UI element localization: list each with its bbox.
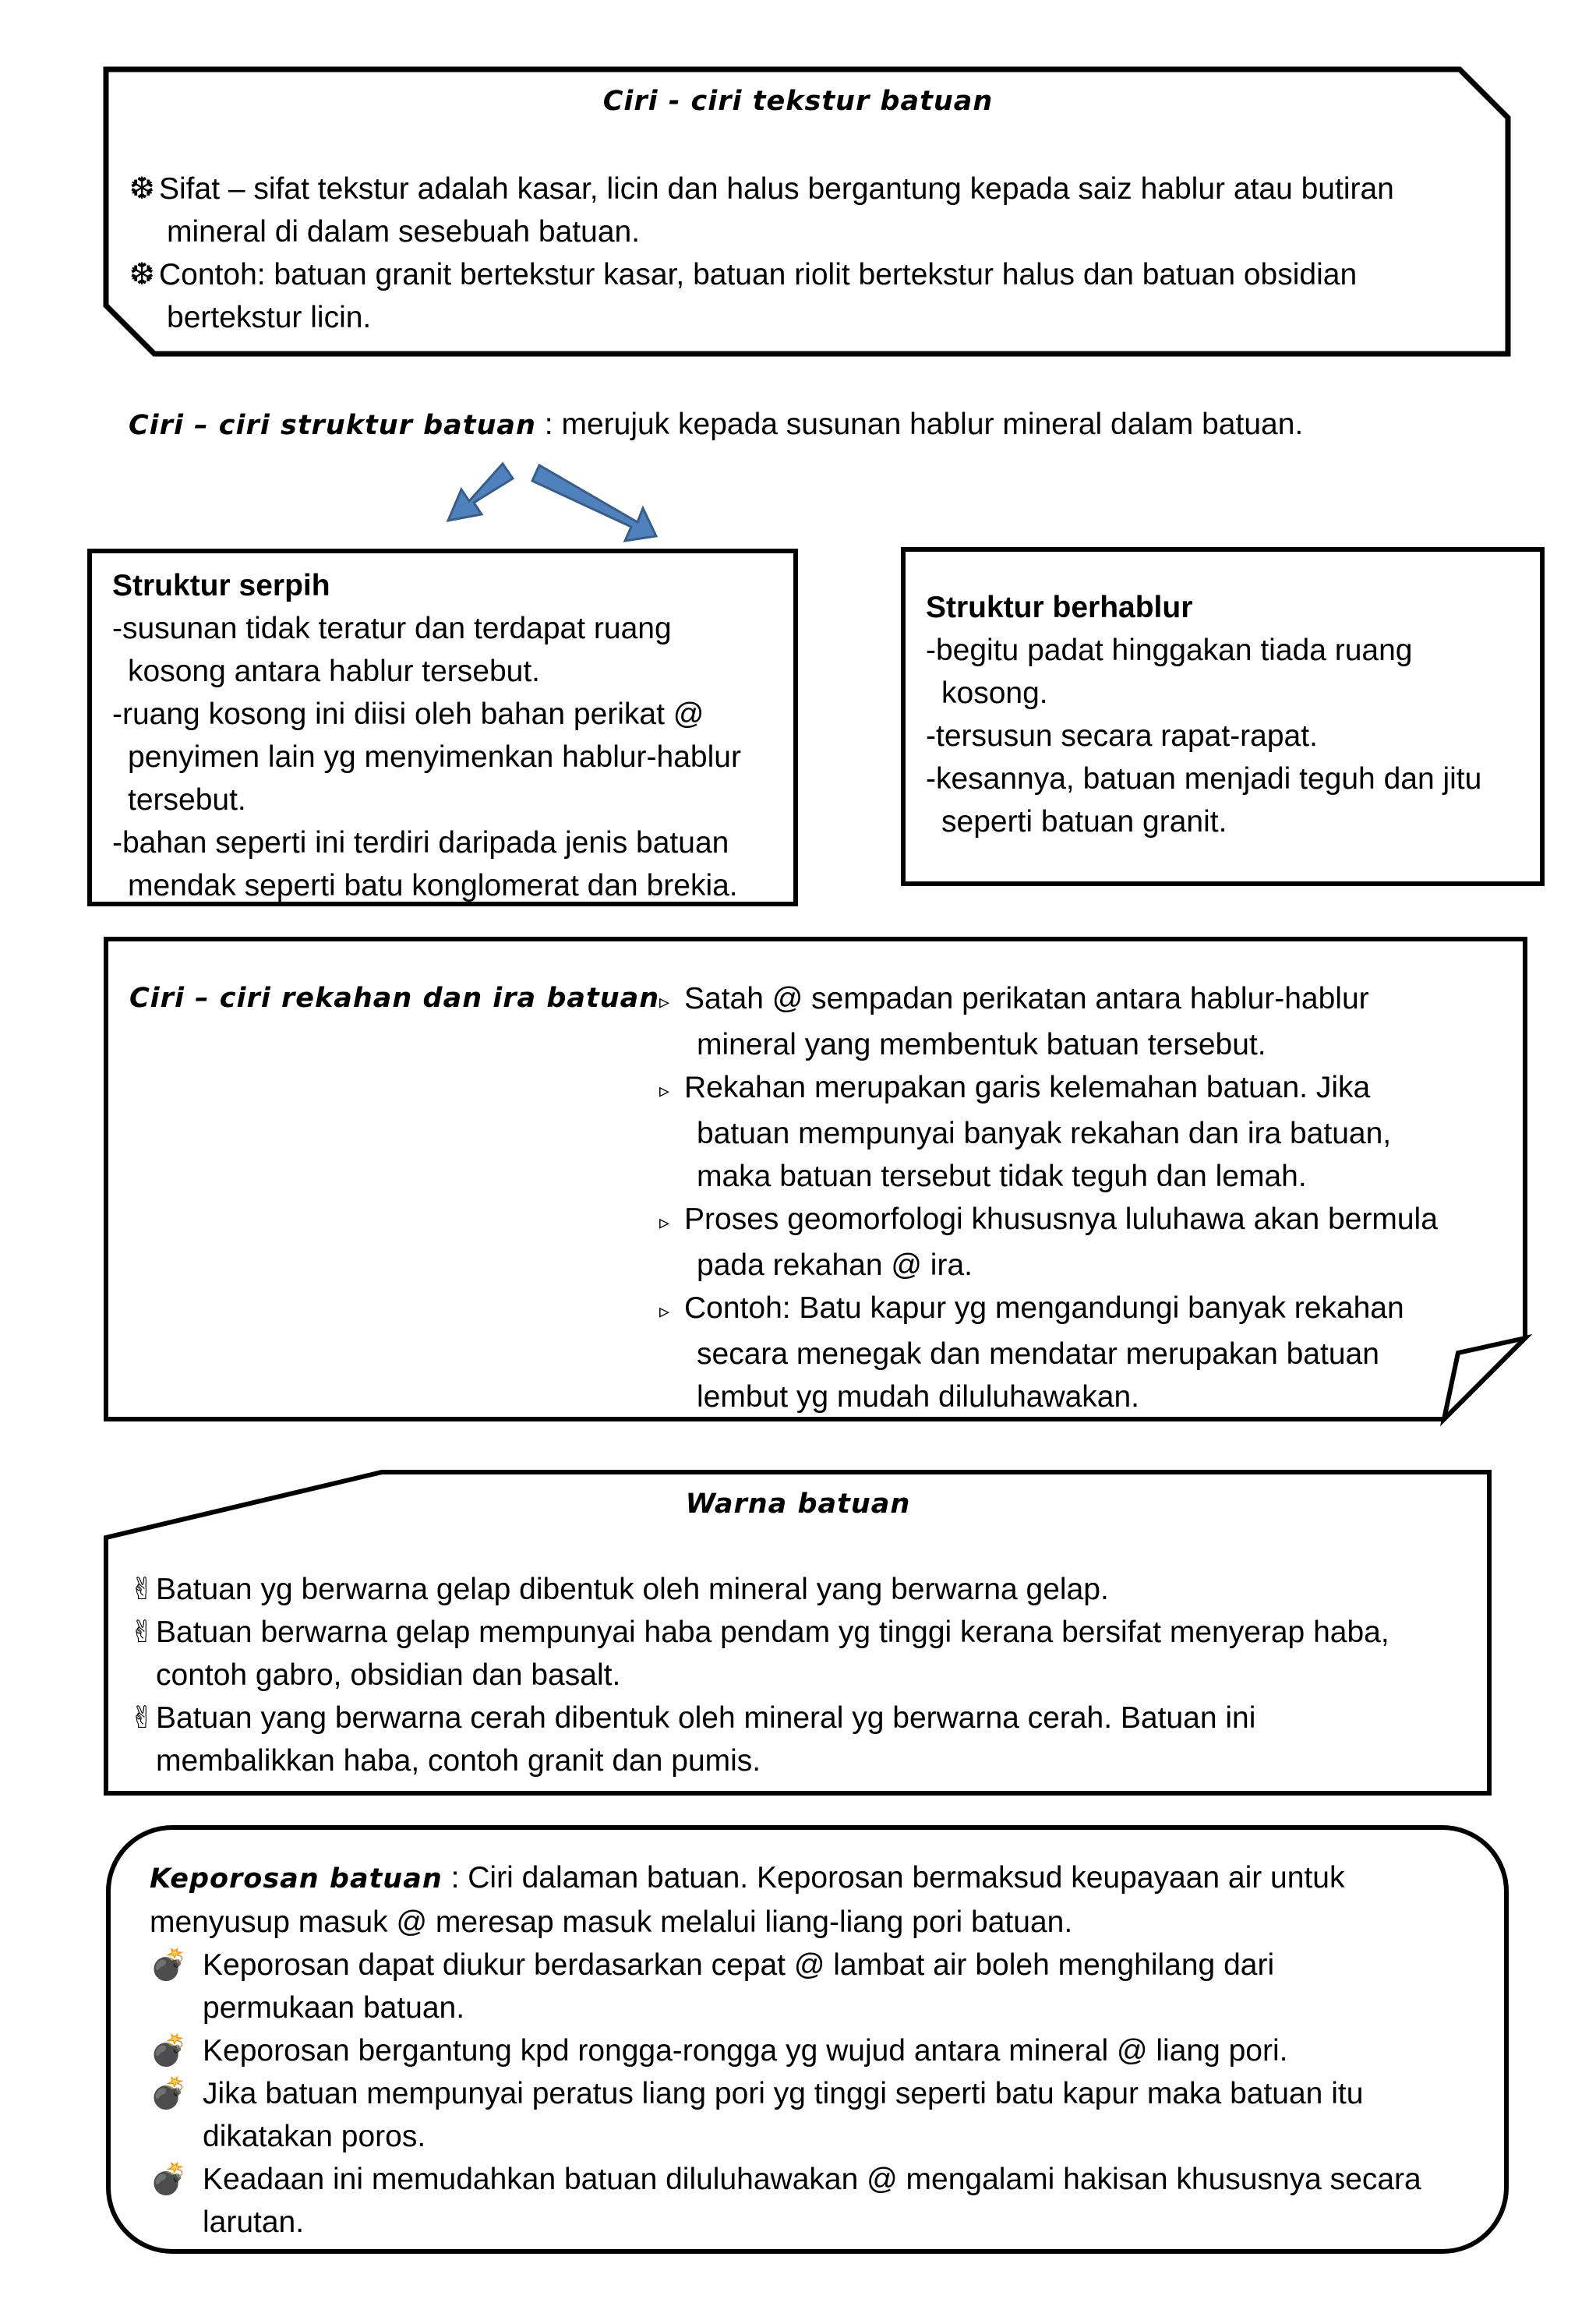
rekahan-box (0, 927, 1596, 1426)
list-item: ▹ Contoh: Batu kapur yg mengandungi banyak rekahan (659, 1287, 1438, 1333)
list-item: ✌Batuan yg berwarna gelap dibentuk oleh mineral yang berwarna gelap. (129, 1568, 1389, 1611)
list-item: membalikkan haba, contoh granit dan pumis. (156, 1744, 761, 1778)
list-item: pada rekahan @ ira. (697, 1248, 973, 1282)
list-item: 💣 Keporosan bergantung kpd rongga-rongga yg wujud antara mineral @ liang pori. (150, 2029, 1421, 2072)
bomb-icon: 💣 (150, 2077, 188, 2110)
snowflake-icon: ❆ (129, 172, 155, 206)
list-item: maka batuan tersebut tidak teguh dan lemah. (697, 1160, 1307, 1193)
serpih-box (87, 549, 798, 906)
keporosan-intro: Keporosan batuan : Ciri dalaman batuan. Keporosan bermaksud keupayaan air untuk (150, 1861, 1345, 1895)
struktur-desc: : merujuk kepada susunan hablur mineral dalam batuan. (535, 408, 1304, 441)
serpih-title: Struktur serpih (112, 569, 330, 602)
triangle-right-icon: ▹ (659, 990, 670, 1013)
list-item: dikatakan poros. (203, 2120, 426, 2153)
list-item: bertekstur licin. (167, 301, 372, 334)
list-item: ❆ Contoh: batuan granit bertekstur kasar, batuan riolit bertekstur halus dan batuan obsidian (129, 253, 1394, 296)
list-item: kosong antara hablur tersebut. (128, 655, 541, 688)
bomb-icon: 💣 (150, 2034, 188, 2068)
warna-box (0, 1457, 1596, 1800)
list-item: ✌Batuan berwarna gelap mempunyai haba pendam yg tinggi kerana bersifat menyerap haba, (129, 1611, 1389, 1654)
list-item: -kesannya, batuan menjadi teguh dan jitu (926, 762, 1482, 796)
list-item: ▹ Satah @ sempadan perikatan antara hablur-hablur (659, 977, 1438, 1023)
list-item: mineral yang membentuk batuan tersebut. (697, 1028, 1266, 1061)
keporosan-intro2: menyusup masuk @ meresap masuk melalui liang-liang pori batuan. (150, 1905, 1073, 1939)
tekstur-title: Ciri - ciri tekstur batuan (602, 86, 994, 117)
keporosan-lines (150, 1856, 1421, 2244)
berhablur-box (901, 547, 1545, 886)
victory-hand-icon: ✌ (129, 1616, 155, 1649)
list-item: batuan mempunyai banyak rekahan dan ira batuan, (697, 1117, 1392, 1150)
triangle-right-icon: ▹ (659, 1210, 670, 1234)
list-item: 💣 Jika batuan mempunyai peratus liang pori yg tinggi seperti batu kapur maka batuan itu (150, 2072, 1421, 2115)
list-item: ▹ Rekahan merupakan garis kelemahan batuan. Jika (659, 1066, 1438, 1112)
bomb-icon: 💣 (150, 2163, 188, 2196)
list-item: 💣 Keporosan dapat diukur berdasarkan cepat @ lambat air boleh menghilang dari (150, 1944, 1421, 1986)
victory-hand-icon: ✌ (129, 1573, 155, 1606)
list-item: seperti batuan granit. (941, 805, 1227, 839)
list-item: tersebut. (128, 783, 246, 817)
rekahan-lines (659, 977, 1438, 1418)
list-item: permukaan batuan. (203, 1991, 465, 2025)
list-item: lembut yg mudah diluluhawakan. (697, 1380, 1140, 1414)
list-item: larutan. (203, 2205, 305, 2239)
serpih-lines (112, 564, 741, 907)
triangle-right-icon: ▹ (659, 1299, 670, 1323)
list-item: -begitu padat hinggakan tiada ruang (926, 634, 1413, 667)
list-item: contoh gabro, obsidian dan basalt. (156, 1658, 621, 1692)
keporosan-heading: Keporosan batuan (150, 1863, 443, 1895)
arrow-left-icon (448, 464, 513, 521)
victory-hand-icon: ✌ (129, 1701, 155, 1735)
list-item: ▹ Proses geomorfologi khususnya luluhawa akan bermula (659, 1198, 1438, 1244)
list-item: ❆ Sifat – sifat tekstur adalah kasar, licin dan halus bergantung kepada saiz hablur atau butiran (129, 168, 1394, 210)
list-item: penyimen lain yg menyimenkan hablur-hablur (128, 740, 741, 774)
list-item: mendak seperti batu konglomerat dan brekia. (128, 869, 738, 902)
arrows (0, 0, 1596, 592)
struktur-heading: Ciri – ciri struktur batuan (129, 410, 536, 441)
list-item: -susunan tidak teratur dan terdapat ruang (112, 612, 672, 645)
list-item: ✌Batuan yang berwarna cerah dibentuk oleh mineral yg berwarna cerah. Batuan ini (129, 1697, 1389, 1739)
list-item: mineral di dalam sesebuah batuan. (167, 215, 641, 249)
rekahan-heading: Ciri – ciri rekahan dan ira batuan (129, 983, 660, 1014)
list-item: 💣 Keadaan ini memudahkan batuan diluluhawakan @ mengalami hakisan khususnya secara (150, 2158, 1421, 2201)
berhablur-lines (926, 586, 1481, 843)
berhablur-title: Struktur berhablur (926, 591, 1193, 624)
bomb-icon: 💣 (150, 1948, 188, 1982)
snowflake-icon: ❆ (129, 258, 155, 291)
arrow-right-icon (532, 465, 656, 541)
list-item: kosong. (941, 676, 1048, 710)
list-item: -ruang kosong ini diisi oleh bahan perikat @ (112, 697, 704, 731)
keporosan-box (106, 1825, 1509, 2254)
list-item: -bahan seperti ini terdiri daripada jenis batuan (112, 826, 729, 860)
warna-lines (129, 1568, 1389, 1782)
list-item: secara menegak dan mendatar merupakan batuan (697, 1337, 1379, 1371)
list-item: -tersusun secara rapat-rapat. (926, 719, 1318, 753)
triangle-right-icon: ▹ (659, 1079, 670, 1102)
warna-title: Warna batuan (685, 1488, 911, 1520)
